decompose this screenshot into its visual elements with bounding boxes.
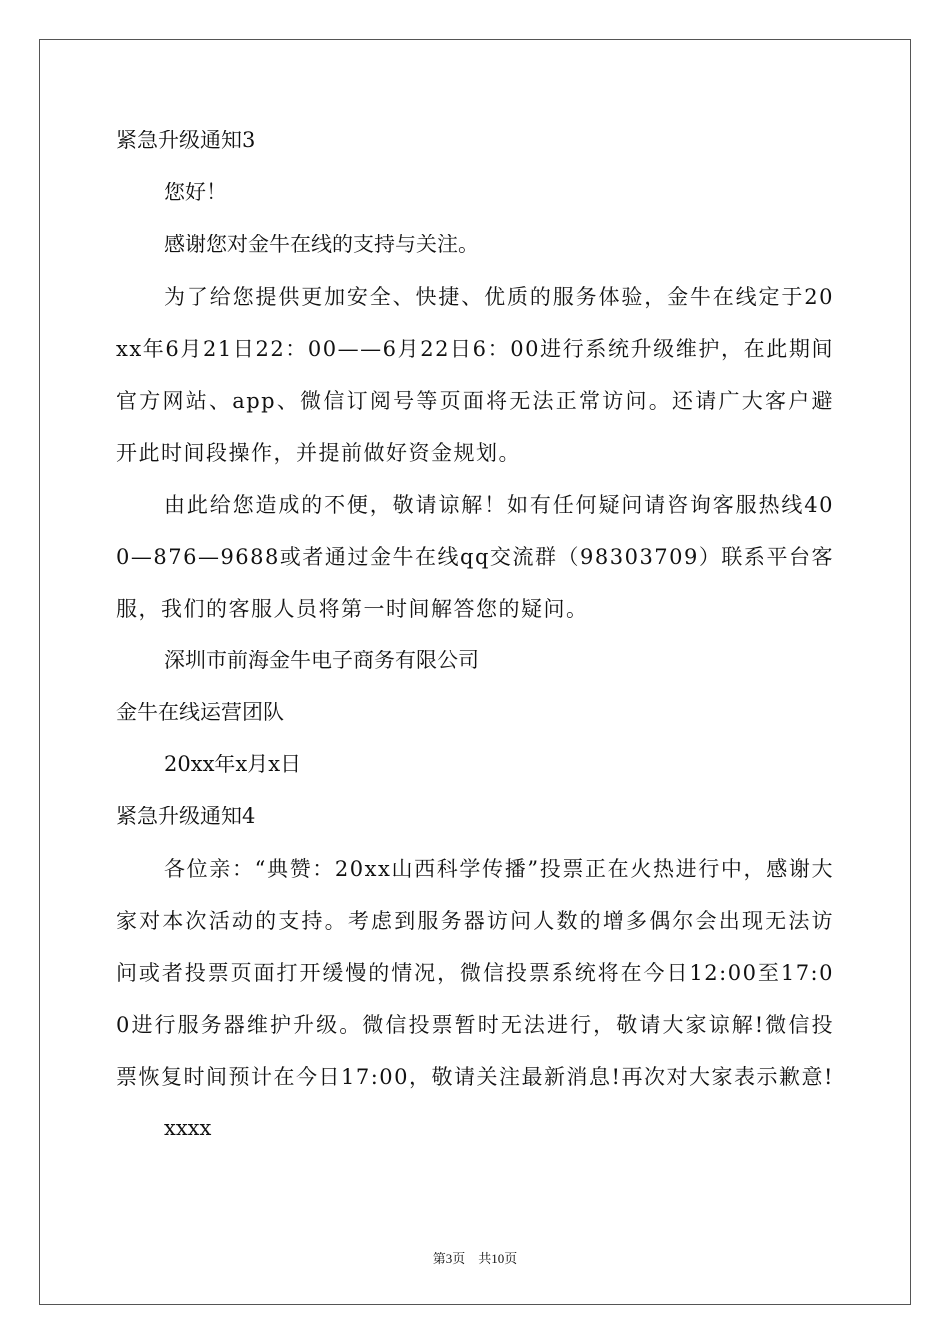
section-title-3: 紧急升级通知3 bbox=[116, 130, 256, 152]
apology-paragraph: 由此给您造成的不便，敬请谅解！如有任何疑问请咨询客服热线400—876—9688或者通过金牛在线qq交流群（98303709）联系平台客服，我们的客服人员将第一时间解答您的疑问。 bbox=[116, 493, 834, 621]
team-name: 金牛在线运营团队 bbox=[116, 702, 284, 724]
greeting: 您好！ bbox=[164, 182, 227, 204]
document-body bbox=[116, 130, 834, 1170]
notice-date: 20xx年x月x日 bbox=[164, 754, 302, 776]
vote-maintenance-paragraph: 各位亲：“典赞：20xx山西科学传播”投票正在火热进行中，感谢大家对本次活动的支持。考虑到服务器访问人数的增多偶尔会出现无法访问或者投票页面打开缓慢的情况，微信投票系统将在今日12:00至17:00进行服务器维护升级。微信投票暂时无法进行，敬请大家谅解!微信投票恢复时间预计在今日17:00，敬请关注最新消息!再次对大家表示歉意! bbox=[116, 857, 834, 1089]
section-title-4: 紧急升级通知4 bbox=[116, 806, 256, 828]
thanks-line: 感谢您对金牛在线的支持与关注。 bbox=[164, 234, 479, 256]
signature: xxxx bbox=[164, 1118, 212, 1140]
company-name: 深圳市前海金牛电子商务有限公司 bbox=[164, 650, 479, 672]
page-number: 第3页 共10页 bbox=[432, 1251, 518, 1266]
maintenance-paragraph: 为了给您提供更加安全、快捷、优质的服务体验，金牛在线定于20xx年6月21日22：00——6月22日6：00进行系统升级维护，在此期间官方网站、app、微信订阅号等页面将无法正常访问。还请广大客户避开此时间段操作，并提前做好资金规划。 bbox=[116, 285, 834, 465]
